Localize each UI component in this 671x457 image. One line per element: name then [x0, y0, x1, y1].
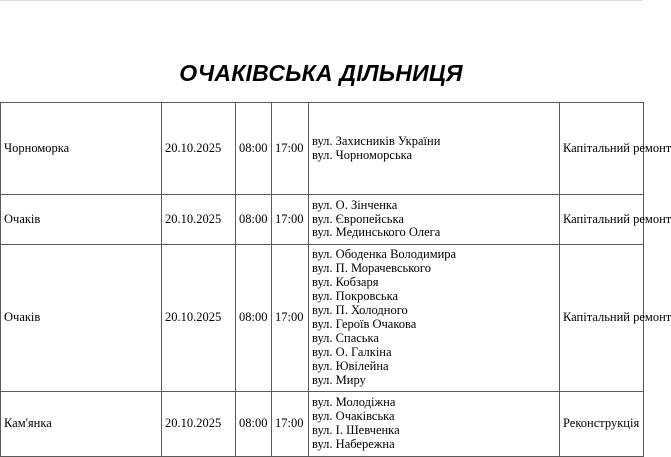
street-name: вул. П. Холодного: [312, 303, 408, 318]
street-name: вул. Очаківська: [312, 409, 395, 424]
streets-cell: [309, 245, 560, 392]
street-name: вул. Чорноморська: [312, 147, 413, 162]
date-cell: 20.10.2025: [162, 103, 236, 195]
settlement-cell: Кам'янка: [1, 392, 162, 457]
street-name: вул. Ювілейна: [312, 358, 389, 373]
street-name: вул. Захисників України: [312, 133, 441, 148]
street-name: вул. Кобзаря: [312, 275, 379, 290]
table-row: [1, 245, 644, 392]
time-from-cell: 08:00: [236, 195, 272, 245]
street-name: вул. Європейська: [312, 211, 404, 226]
street-name: вул. П. Морачевського: [312, 261, 431, 276]
time-from-cell: 08:00: [236, 245, 272, 392]
work-type-cell: Капітальний ремонт: [560, 195, 644, 245]
time-from-cell: 08:00: [236, 392, 272, 457]
settlement-cell: Чорноморка: [1, 103, 162, 195]
date-cell: 20.10.2025: [162, 245, 236, 392]
street-name: вул. Молодіжна: [312, 395, 396, 410]
street-name: вул. О. Галкіна: [312, 344, 392, 359]
streets-cell: [309, 195, 560, 245]
table-row: [1, 195, 644, 245]
time-to-cell: 17:00: [272, 245, 309, 392]
streets-cell: [309, 103, 560, 195]
outage-schedule-table: [0, 102, 671, 457]
settlement-cell: Очаків: [1, 245, 162, 392]
page-title: ОЧАКІВСЬКА ДІЛЬНИЦЯ: [179, 60, 463, 86]
street-name: вул. Набережна: [312, 436, 395, 451]
work-type-cell: Капітальний ремонт: [560, 103, 644, 195]
settlement-cell: Очаків: [1, 195, 162, 245]
street-name: вул. Спаська: [312, 330, 379, 345]
streets-cell: [309, 392, 560, 457]
time-to-cell: 17:00: [272, 103, 309, 195]
table-row: [1, 103, 644, 195]
table-row: [1, 392, 644, 457]
date-cell: 20.10.2025: [162, 392, 236, 457]
street-name: вул. Покровська: [312, 289, 399, 304]
street-name: вул. Героїв Очакова: [312, 317, 417, 331]
street-name: вул. І. Шевченка: [312, 423, 400, 437]
street-name: вул. Ободенка Володимира: [312, 247, 457, 262]
work-type-cell: Реконструкція: [560, 392, 644, 457]
time-to-cell: 17:00: [272, 195, 309, 245]
time-to-cell: 17:00: [272, 392, 309, 457]
street-name: вул. Мединського Олега: [312, 225, 441, 240]
work-type-cell: Капітальний ремонт: [560, 245, 644, 392]
street-name: вул. Миру: [312, 372, 366, 387]
date-cell: 20.10.2025: [162, 195, 236, 245]
time-from-cell: 08:00: [236, 103, 272, 195]
top-divider: [0, 0, 642, 1]
street-name: вул. О. Зінченка: [312, 197, 398, 212]
